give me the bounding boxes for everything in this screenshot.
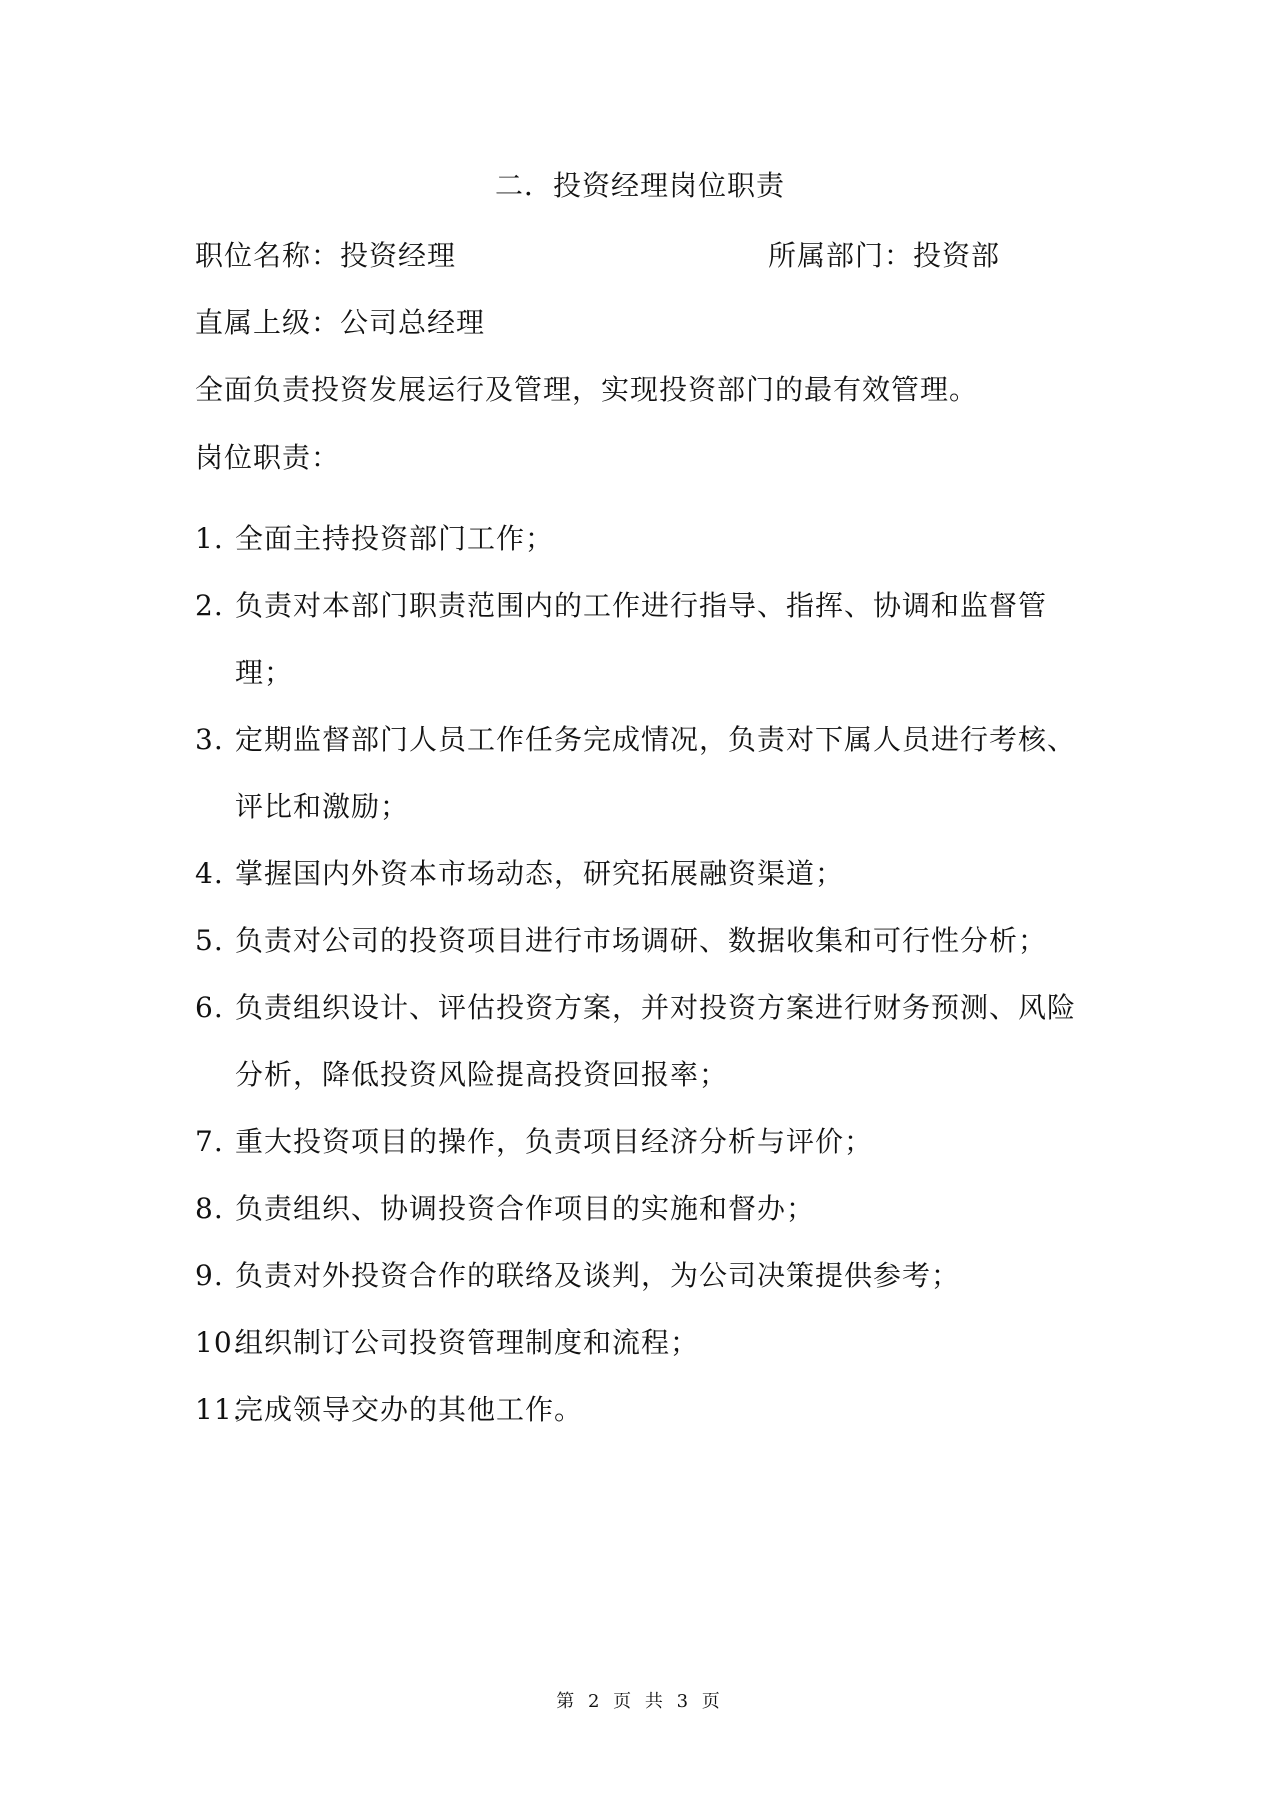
list-item-number: 4. [195, 857, 224, 890]
list-item [195, 706, 1095, 840]
page-footer: 第 2 页 共 3 页 [556, 1691, 724, 1712]
supervisor-label: 直属上级： [195, 306, 341, 339]
list-item-number: 7. [195, 1125, 224, 1158]
list-item [195, 505, 1095, 572]
list-item-number: 2. [195, 589, 224, 622]
page-title: 二．投资经理岗位职责 [494, 169, 785, 202]
department-row [768, 236, 1000, 276]
list-item-text: 定期监督部门人员工作任务完成情况，负责对下属人员进行考核、评比和激励； [235, 723, 1077, 823]
list-item [195, 1309, 1095, 1376]
position-name-label: 职位名称： [195, 239, 341, 272]
list-item-text: 掌握国内外资本市场动态，研究拓展融资渠道； [235, 857, 845, 890]
duties-list [195, 505, 1095, 1443]
list-item [195, 840, 1095, 907]
list-item [195, 1175, 1095, 1242]
list-item [195, 1242, 1095, 1309]
list-item-text: 负责对本部门职责范围内的工作进行指导、指挥、协调和监督管理； [235, 589, 1048, 689]
list-item-text: 负责组织设计、评估投资方案，并对投资方案进行财务预测、风险分析，降低投资风险提高投资回报率； [235, 991, 1077, 1091]
department-label: 所属部门： [768, 239, 914, 272]
list-item [195, 1108, 1095, 1175]
list-item-text: 负责对公司的投资项目进行市场调研、数据收集和可行性分析； [235, 924, 1048, 957]
list-item-number: 6. [195, 991, 224, 1024]
list-item-number: 5. [195, 924, 224, 957]
list-item-number: 11. [195, 1393, 243, 1426]
list-item-text: 负责对外投资合作的联络及谈判，为公司决策提供参考； [235, 1259, 961, 1292]
list-item [195, 572, 1095, 706]
role-summary: 全面负责投资发展运行及管理，实现投资部门的最有效管理。 [195, 373, 979, 406]
position-name-row [195, 236, 456, 276]
list-item-text: 完成领导交办的其他工作。 [235, 1393, 584, 1426]
list-item-number: 3. [195, 723, 224, 756]
supervisor-value: 公司总经理 [340, 306, 486, 339]
position-name-value: 投资经理 [340, 239, 457, 272]
list-item-number: 10. [195, 1326, 243, 1359]
list-item-text: 负责组织、协调投资合作项目的实施和督办； [235, 1192, 816, 1225]
duties-heading: 岗位职责： [195, 441, 341, 474]
supervisor-row [195, 303, 485, 343]
list-item-text: 组织制订公司投资管理制度和流程； [235, 1326, 700, 1359]
list-item-number: 8. [195, 1192, 224, 1225]
list-item [195, 974, 1095, 1108]
list-item [195, 907, 1095, 974]
list-item-number: 1. [195, 522, 224, 555]
list-item [195, 1376, 1095, 1443]
department-value: 投资部 [913, 239, 1001, 272]
list-item-text: 全面主持投资部门工作； [235, 522, 555, 555]
list-item-text: 重大投资项目的操作，负责项目经济分析与评价； [235, 1125, 874, 1158]
list-item-number: 9. [195, 1259, 224, 1292]
